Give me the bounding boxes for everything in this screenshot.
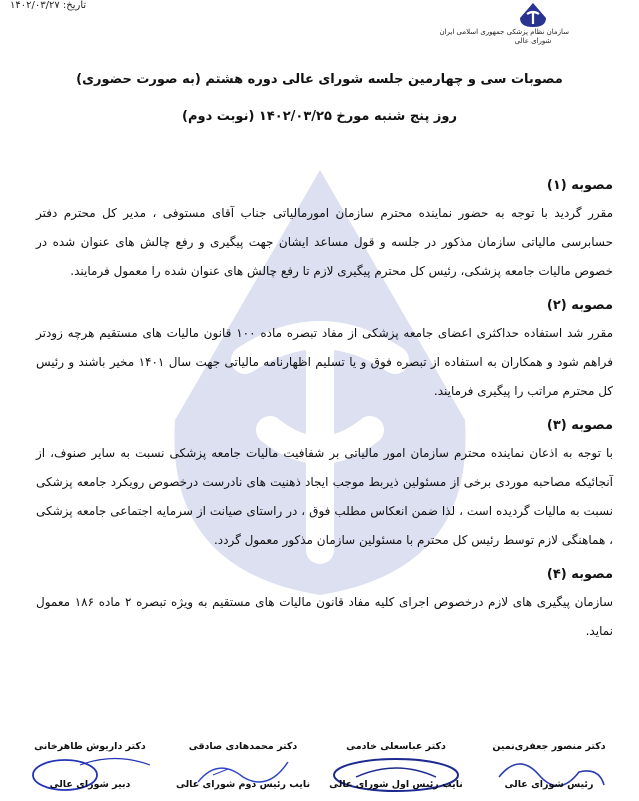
signer-role: نایب رئیس اول شورای عالی (329, 779, 463, 790)
resolution-heading: مصوبه (۴) (546, 567, 613, 582)
organization-logo (439, 2, 569, 52)
resolution-heading: مصوبه (۲) (546, 298, 613, 313)
org-subname: شورای عالی (514, 37, 552, 45)
signer-role: دبیر شورای عالی (49, 779, 131, 790)
resolutions-list (36, 178, 613, 658)
signer-role: نایب رئیس دوم شورای عالی (175, 779, 311, 790)
resolution-text: مقرر گردید با توجه به حضور نماینده محترم سازمان امورمالیاتی جناب آقای مستوفی ، مدیر کل محترم دفتر حسابرسی مالیاتی سازمان مذکور در جلسه و قول مساعد ایشان جهت پیگیری و رفع چالش های عنوان شده در خصوص مالیات جامعه پزشکی، رئیس کل محترم پیگیری لازم تا رفع چالش های عنوان شده را معمول فرمایند. (36, 206, 613, 278)
signature-3 (173, 741, 313, 799)
signature-2 (326, 741, 466, 799)
page-subtitle: روز پنج شنبه مورخ ۱۴۰۲/۰۳/۲۵ (نوبت دوم) (182, 109, 457, 124)
resolution-item (36, 298, 613, 406)
document-date: تاریخ: ۱۴۰۲/۰۳/۲۷ (10, 0, 87, 11)
signer-role: رئیس شورای عالی (504, 779, 594, 790)
medical-council-icon (516, 2, 550, 28)
signer-name: دکتر محمدهادی صادقی (188, 741, 298, 752)
signer-name: دکتر عباسعلی خادمی (346, 741, 446, 752)
signature-4 (20, 741, 160, 799)
resolution-text: با توجه به اذعان نماینده محترم سازمان امور مالیاتی بر شفافیت مالیات جامعه پزشکی نسبت به سایر صنوف، از آنجائیکه مصاحبه موردی برخی از مسئولین ذیربط موجب ایجاد ذهنیت های نادرست درخصوص رویکرد جامعه پزشکی نسبت به مالیات گردیده است ، لذا ضمن انعکاس مطلب فوق ، در راستای صیانت از سرمایه اجتماعی جامعه پزشکی ، هماهنگی لازم توسط رئیس کل محترم با مسئولین سازمان مذکور معمول گردد. (36, 446, 613, 547)
signature-1 (479, 741, 619, 799)
resolution-item (36, 567, 613, 646)
resolution-heading: مصوبه (۳) (546, 418, 613, 433)
resolution-text: مقرر شد استفاده حداکثری اعضای جامعه پزشکی از مفاد تبصره ماده ۱۰۰ قانون مالیات های مستقیم هرچه زودتر فراهم شود و همکاران به استفاده از تبصره فوق و یا تسلیم اظهارنامه مالیاتی جهت سال ۱۴۰۱ مخیر باشند و رئیس کل محترم مراتب را پیگیری فرمایند. (36, 326, 614, 398)
resolution-item (36, 178, 613, 286)
resolution-heading: مصوبه (۱) (546, 178, 613, 193)
page-title: مصوبات سی و چهارمین جلسه شورای عالی دوره هشتم (به صورت حضوری) (76, 72, 563, 87)
resolution-item (36, 418, 613, 555)
org-name: سازمان نظام پزشکی جمهوری اسلامی ایران (439, 28, 569, 36)
resolution-text: سازمان پیگیری های لازم درخصوص اجرای کلیه مفاد قانون مالیات های مستقیم به ویژه تبصره ۲ ماده ۱۸۶ معمول نماید. (36, 595, 614, 638)
signer-name: دکتر منصور جعفری‌نمین (492, 741, 606, 752)
signatures-block (20, 741, 619, 799)
signer-name: دکتر داریوش طاهرخانی (34, 741, 146, 752)
